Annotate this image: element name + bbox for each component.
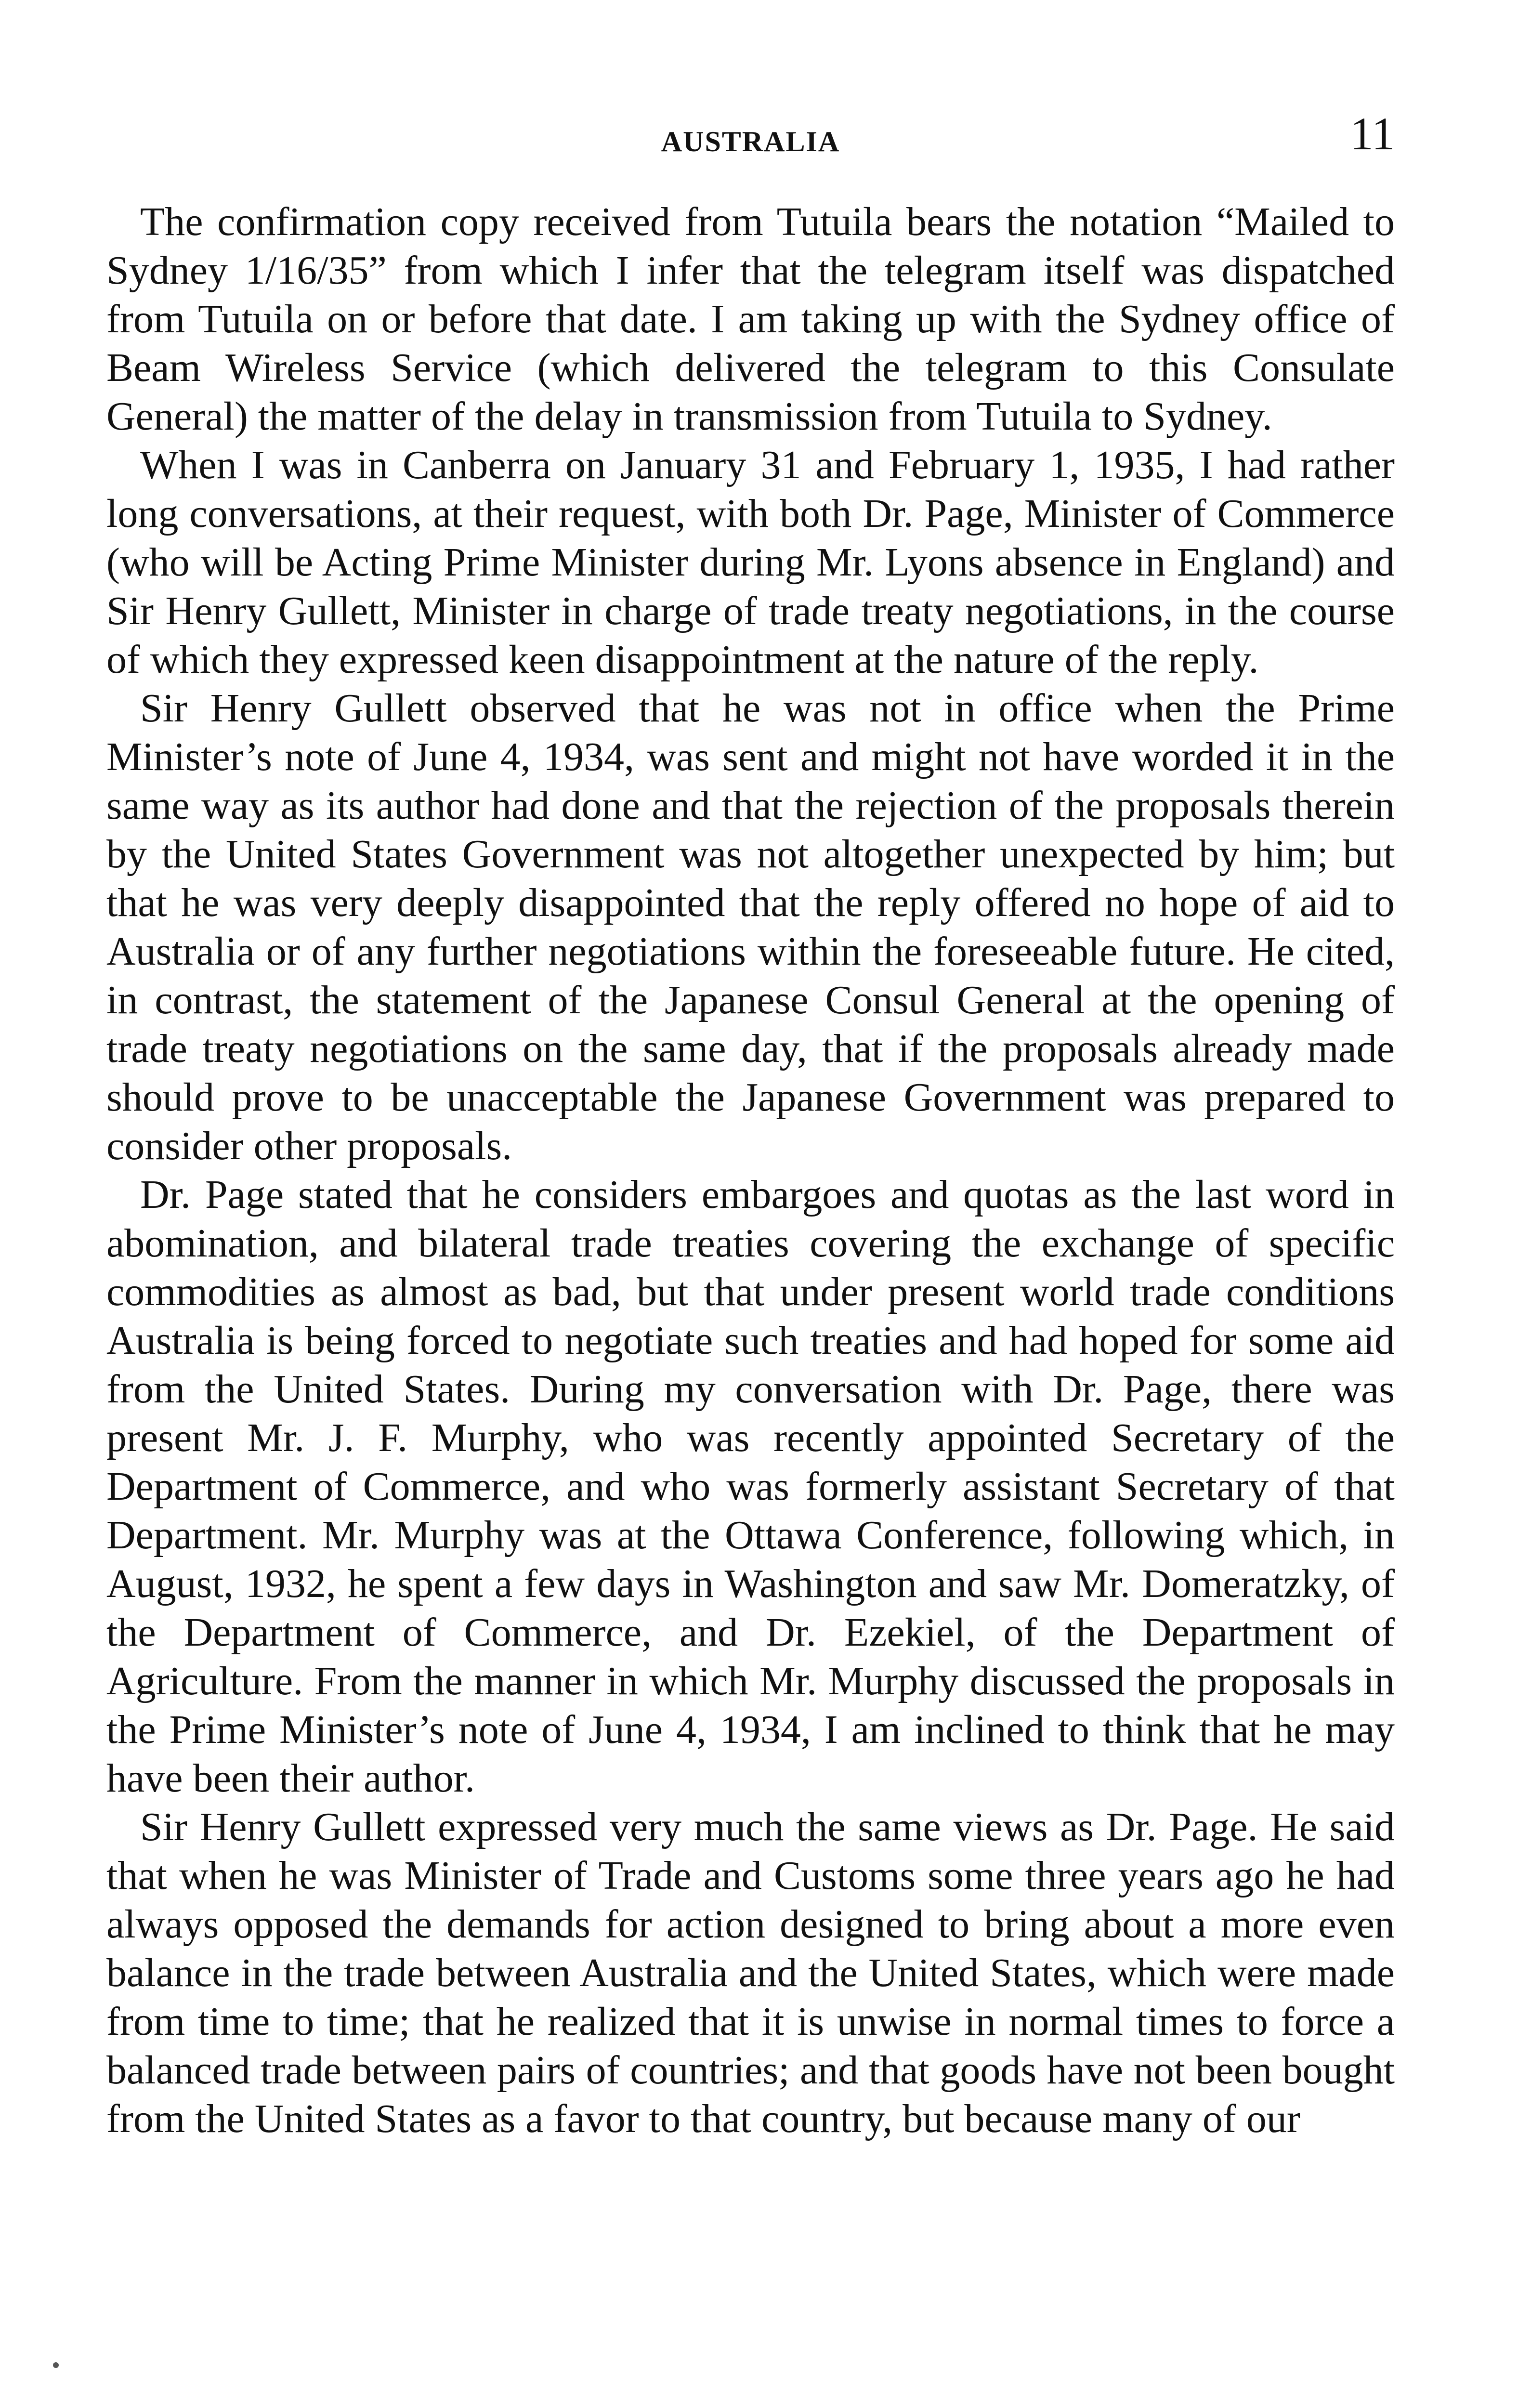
running-head: AUSTRALIA [661, 126, 840, 157]
page-number: 11 [1350, 108, 1395, 159]
paragraph-2: When I was in Canberra on January 31 and February 1, 1935, I had rather long conversations, at their request, with both Dr. Page, Minister of Commerce (who will be Acting Prime Minister during Mr. Lyons absence in England) and Sir Henry Gullett, Minister in charge of trade treaty negotiations, in the course of which they expressed keen disappointment at the nature of the reply. [106, 443, 1395, 682]
paragraph-1: The confirmation copy received from Tutuila bears the notation “Mailed to Sydney 1/16/35” from which I infer that the telegram itself was dispatched from Tutuila on or before that date. I am taking up with the Sydney office of Beam Wireless Service (which delivered the telegram to this Consulate General) the matter of the delay in transmission from Tutuila to Sydney. [106, 199, 1395, 439]
body-text [106, 197, 1395, 2143]
paragraph-3: Sir Henry Gullett observed that he was not in office when the Prime Minister’s note of June 4, 1934, was sent and might not have worded it in the same way as its author had done and that the rejection of the proposals therein by the United States Government was not altogether unexpected by him; but that he was very deeply disappointed that the reply offered no hope of aid to Australia or of any further negotiations within the foreseeable future. He cited, in contrast, the statement of the Japanese Consul General at the opening of trade treaty negotiations on the same day, that if the proposals already made should prove to be unacceptable the Japanese Government was prepared to consider other proposals. [106, 686, 1395, 1168]
paragraph-5: Sir Henry Gullett expressed very much the same views as Dr. Page. He said that when he was Minister of Trade and Customs some three years ago he had always opposed the demands for action designed to bring about a more even balance in the trade between Australia and the United States, which were made from time to time; that he realized that it is unwise in normal times to force a balanced trade between pairs of countries; and that goods have not been bought from the United States as a favor to that country, but because many of our [106, 1805, 1395, 2141]
page-header [106, 108, 1395, 164]
margin-mark [53, 2362, 59, 2368]
paragraph-4: Dr. Page stated that he considers embargoes and quotas as the last word in abomination, and bilateral trade treaties covering the exchange of specific commodities as almost as bad, but that under present world trade conditions Australia is being forced to negotiate such treaties and had hoped for some aid from the United States. During my conversation with Dr. Page, there was present Mr. J. F. Murphy, who was recently appointed Secretary of the Department of Commerce, and who was formerly assistant Secretary of that Department. Mr. Murphy was at the Ottawa Conference, following which, in August, 1932, he spent a few days in Washington and saw Mr. Domeratzky, of the Department of Commerce, and Dr. Ezekiel, of the Department of Agriculture. From the manner in which Mr. Murphy discussed the proposals in the Prime Minister’s note of June 4, 1934, I am inclined to think that he may have been their author. [106, 1172, 1395, 1801]
